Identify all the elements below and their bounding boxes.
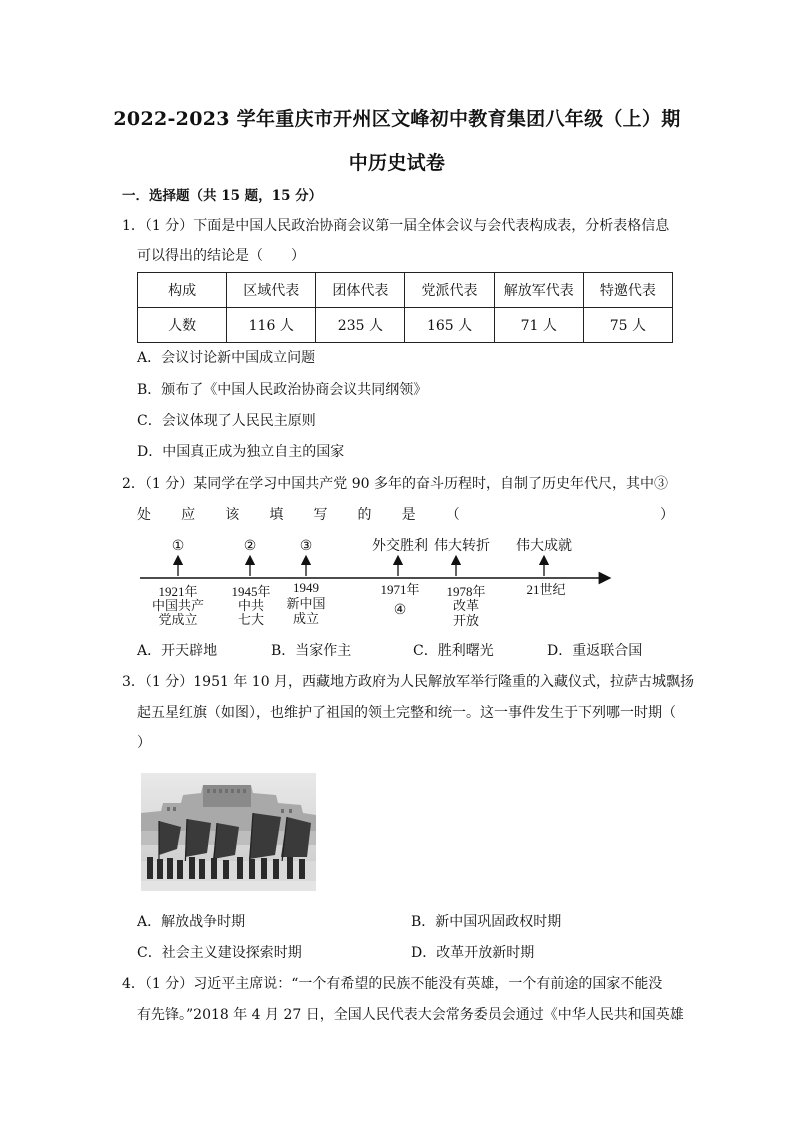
- q2-stem-char: 填: [269, 507, 284, 523]
- timeline-top-label: 外交胜利: [372, 539, 428, 554]
- table-header-cell: 特邀代表: [583, 273, 672, 308]
- q1-delegate-table: [137, 272, 673, 343]
- timeline-top-label: ①: [171, 539, 185, 554]
- timeline-event: 新中国: [286, 596, 326, 611]
- q1-stem-line1: 1．（1 分）下面是中国人民政治协商会议第一届全体会议与会代表构成表，分析表格信息: [122, 218, 670, 234]
- q1-stem-line2: 可以得出的结论是（ ）: [137, 248, 305, 264]
- table-cell: 116 人: [227, 308, 316, 343]
- table-cell: 71 人: [494, 308, 583, 343]
- q1-option-a[interactable]: A．会议讨论新中国成立问题: [137, 350, 316, 366]
- timeline-event: 中国共产: [151, 598, 205, 613]
- q2-stem-line1: 2．（1 分）某同学在学习中国共产党 90 多年的奋斗历程时，自制了历史年代尺，其中③: [122, 476, 668, 492]
- table-header-cell: 团体代表: [316, 273, 405, 308]
- q3-stem-line1: 3．（1 分）1951 年 10 月，西藏地方政府为人民解放军举行隆重的入藏仪式，拉萨古城飘扬: [122, 674, 695, 690]
- timeline-event: 中共: [237, 598, 265, 613]
- timeline-event: 成立: [292, 611, 320, 626]
- q1-option-c[interactable]: C．会议体现了人民民主原则: [137, 413, 316, 429]
- table-header-cell: 党派代表: [405, 273, 494, 308]
- q2-stem-line2: [137, 505, 674, 525]
- table-cell: 235 人: [316, 308, 405, 343]
- timeline-top-label: ③: [299, 539, 313, 554]
- timeline-event: 改革: [452, 598, 480, 613]
- timeline-year: 1945年: [231, 584, 271, 599]
- q2-stem-char: 是: [401, 507, 416, 523]
- table-cell: 165 人: [405, 308, 494, 343]
- q4-stem-line1: 4．（1 分）习近平主席说：“一个有希望的民族不能没有英雄，一个有前途的国家不能没: [122, 976, 663, 992]
- timeline-event: 党成立: [158, 612, 198, 627]
- page-title-line1: 2022-2023 学年重庆市开州区文峰初中教育集团八年级（上）期: [113, 108, 681, 130]
- q2-stem-char: 处: [137, 507, 151, 523]
- q2-stem-char: 应: [181, 507, 196, 523]
- page-title-line2: 中历史试卷: [348, 152, 446, 174]
- q2-option-c[interactable]: C．胜利曙光: [413, 643, 494, 659]
- q2-stem-char: ）: [659, 507, 674, 523]
- q3-option-c[interactable]: C．社会主义建设探索时期: [137, 945, 302, 961]
- timeline-event: 七大: [237, 612, 265, 627]
- q3-options-row2: [137, 942, 674, 962]
- table-header-cell: 解放军代表: [494, 273, 583, 308]
- timeline-top-label: ②: [243, 539, 257, 554]
- section-heading: 一．选择题（共 15 题，15 分）: [122, 188, 323, 204]
- table-cell: 人数: [138, 308, 227, 343]
- q3-stem-line2: 起五星红旗（如图），也维护了祖国的领土完整和统一。这一事件发生于下列哪一时期（: [137, 705, 676, 721]
- timeline-event: 开放: [452, 613, 480, 628]
- timeline-top-label: 伟大转折: [434, 539, 490, 554]
- q2-timeline-figure: [135, 530, 615, 634]
- q1-option-b[interactable]: B．颁布了《中国人民政治协商会议共同纲领》: [137, 382, 428, 398]
- q2-stem-char: （: [445, 507, 460, 523]
- timeline-event: ④: [393, 603, 407, 618]
- timeline-top-label: 伟大成就: [516, 539, 572, 554]
- q3-lhasa-ceremony-photo: [141, 773, 316, 891]
- q2-stem-char: 的: [357, 507, 372, 523]
- table-header-cell: 区域代表: [227, 273, 316, 308]
- timeline-year: 21世纪: [526, 582, 566, 597]
- timeline-year: 1978年: [446, 584, 486, 599]
- q2-option-a[interactable]: A．开天辟地: [137, 643, 218, 659]
- q4-stem-line2: 有先锋。”2018 年 4 月 27 日，全国人民代表大会常务委员会通过《中华人民共和国英雄: [137, 1007, 684, 1023]
- table-header-cell: 构成: [138, 273, 227, 308]
- q1-option-d[interactable]: D．中国真正成为独立自主的国家: [137, 444, 345, 460]
- q2-stem-char: 写: [313, 507, 328, 523]
- q3-option-a[interactable]: A．解放战争时期: [137, 914, 246, 930]
- q3-stem-line3: ）: [137, 735, 151, 751]
- q2-option-d[interactable]: D．重返联合国: [547, 643, 643, 659]
- table-row: [138, 308, 673, 343]
- q3-option-b[interactable]: B．新中国巩固政权时期: [411, 914, 562, 930]
- timeline-year: 1971年: [380, 582, 420, 597]
- table-row: [138, 273, 673, 308]
- q3-option-d[interactable]: D．改革开放新时期: [411, 945, 535, 961]
- q2-options: [137, 640, 674, 660]
- timeline-year: 1921年: [158, 584, 198, 599]
- q2-stem-char: 该: [225, 507, 240, 523]
- q3-options-row1: [137, 911, 674, 931]
- q2-option-b[interactable]: B．当家作主: [271, 643, 352, 659]
- timeline-year: 1949: [293, 580, 319, 595]
- table-cell: 75 人: [583, 308, 672, 343]
